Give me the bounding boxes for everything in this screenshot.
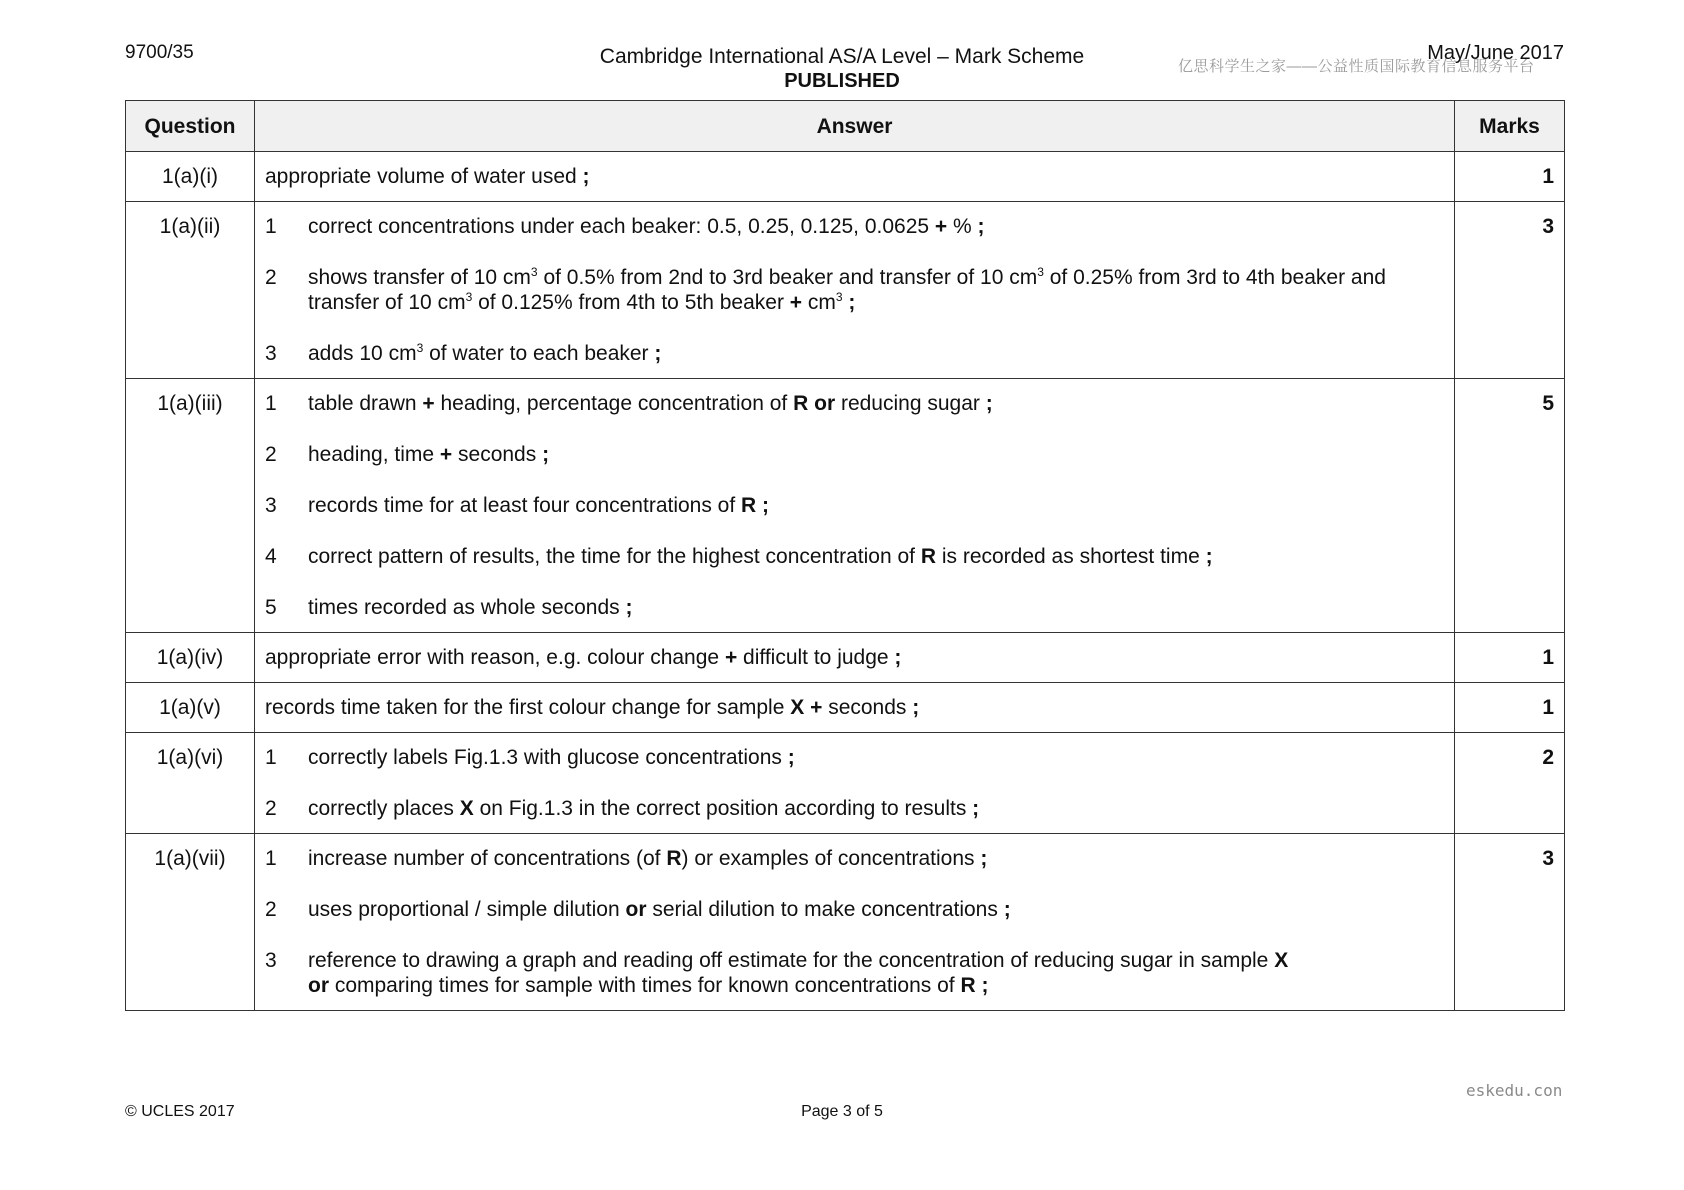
paper-code: 9700/35 — [125, 42, 194, 63]
table-row — [126, 379, 1565, 633]
document-title: Cambridge International AS/A Level – Mark Scheme — [599, 45, 1085, 68]
question-cell: 1(a)(iv) — [126, 633, 255, 683]
question-cell: 1(a)(ii) — [126, 202, 255, 379]
table-header-row — [126, 101, 1565, 152]
list-item: 2 shows transfer of 10 $cm^3$ of 0.5% from 2nd to 3rd beaker and transfer of 10 $cm^3$ of 0.25% from 3rd to 4th beaker and transfer of 10 $cm^3$ of 0.125% from 4th to 5th beaker + $cm^3$ ; — [265, 265, 1386, 314]
question-cell: 1(a)(vii) — [126, 834, 255, 1011]
answer-text: appropriate volume of water used ; — [265, 165, 590, 188]
list-item: 2 heading, time + seconds ; — [265, 443, 550, 466]
page-number: Page 3 of 5 — [801, 1103, 883, 1120]
list-item: 3 adds 10 $cm^3$ of water to each beaker ; — [265, 341, 662, 365]
list-item: 1 table drawn + heading, percentage concentration of R or reducing sugar ; — [265, 392, 993, 415]
marks-cell: 1 — [1455, 633, 1565, 683]
column-header-answer: Answer — [255, 101, 1455, 152]
marks-cell: 2 — [1455, 733, 1565, 834]
marks-cell: 3 — [1455, 202, 1565, 379]
list-item: 4 correct pattern of results, the time for the highest concentration of R is recorded as shortest time ; — [265, 545, 1213, 568]
column-header-question: Question — [126, 101, 255, 152]
table-row — [126, 202, 1565, 379]
answer-cell — [255, 834, 1455, 1011]
table-row — [126, 152, 1565, 202]
watermark-top: 亿思科学生之家——公益性质国际教育信息服务平台 — [1178, 58, 1535, 75]
list-item: 1 correct concentrations under each beaker: 0.5, 0.25, 0.125, 0.0625 + % ; — [265, 215, 985, 238]
question-cell: 1(a)(iii) — [126, 379, 255, 633]
marks-cell: 5 — [1455, 379, 1565, 633]
marks-cell: 3 — [1455, 834, 1565, 1011]
column-header-marks: Marks — [1455, 101, 1565, 152]
list-item: 1 increase number of concentrations (of R) or examples of concentrations ; — [265, 847, 988, 870]
answer-text: appropriate error with reason, e.g. colour change + difficult to judge ; — [265, 646, 902, 669]
mark-scheme-table — [125, 100, 1565, 1011]
exam-session: May/June 2017 — [1427, 42, 1564, 64]
marks-cell: 1 — [1455, 152, 1565, 202]
question-cell: 1(a)(v) — [126, 683, 255, 733]
table-row — [126, 834, 1565, 1011]
answer-cell — [255, 683, 1455, 733]
table-row — [126, 633, 1565, 683]
list-item: 2 uses proportional / simple dilution or serial dilution to make concentrations ; — [265, 898, 1011, 921]
list-item: 3 records time for at least four concentrations of R ; — [265, 494, 770, 517]
answer-cell — [255, 733, 1455, 834]
list-item: 2 correctly places X on Fig.1.3 in the correct position according to results ; — [265, 797, 980, 820]
marks-cell: 1 — [1455, 683, 1565, 733]
answer-cell — [255, 633, 1455, 683]
answer-cell — [255, 379, 1455, 633]
watermark-bottom: eskedu.con — [1466, 1081, 1563, 1100]
answer-cell — [255, 152, 1455, 202]
table-row — [126, 683, 1565, 733]
question-cell: 1(a)(i) — [126, 152, 255, 202]
list-item: 5 times recorded as whole seconds ; — [265, 596, 633, 619]
answer-text: records time taken for the first colour change for sample X + seconds ; — [265, 696, 920, 719]
list-item: 3 reference to drawing a graph and reading off estimate for the concentration of reducing sugar in sample X or comparing times for sample with times for known concentrations of R ; — [265, 949, 1289, 997]
copyright: © UCLES 2017 — [125, 1103, 235, 1120]
question-cell: 1(a)(vi) — [126, 733, 255, 834]
list-item: 1 correctly labels Fig.1.3 with glucose concentrations ; — [265, 746, 795, 769]
published-label: PUBLISHED — [784, 70, 900, 92]
answer-cell — [255, 202, 1455, 379]
table-row — [126, 733, 1565, 834]
